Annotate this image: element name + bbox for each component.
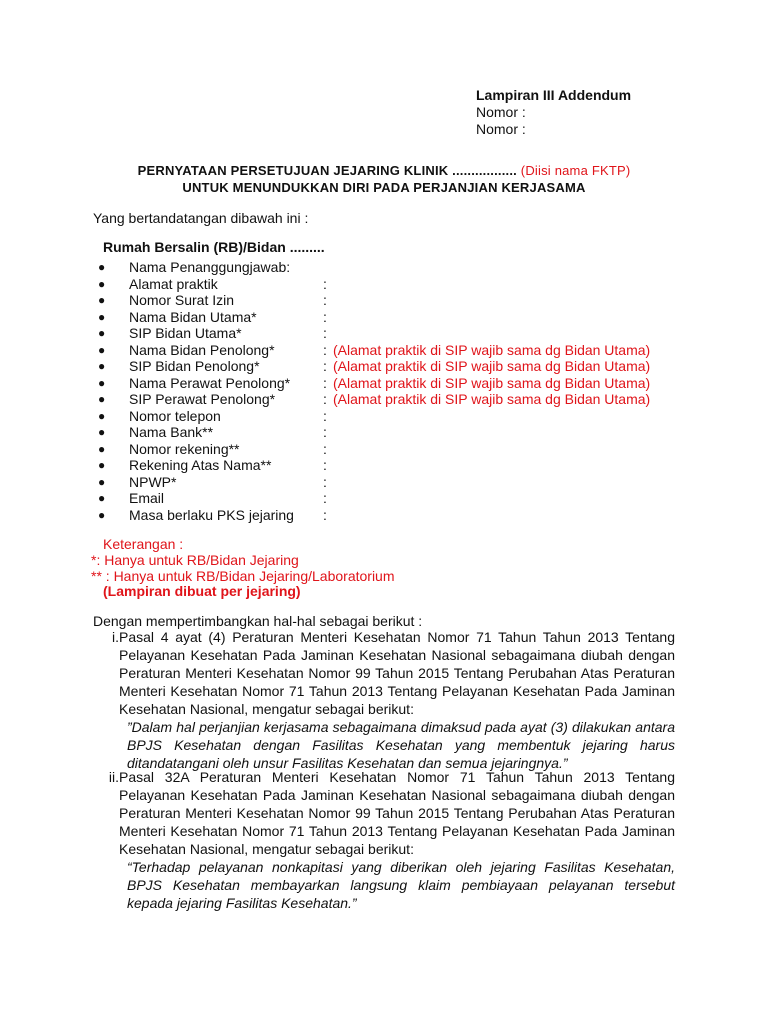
field-label: Masa berlaku PKS jejaring (129, 506, 294, 523)
bullet-icon: ● (98, 507, 106, 522)
keterangan-single-star: *: Hanya untuk RB/Bidan Jejaring (91, 552, 299, 568)
field-label: Alamat praktik (129, 275, 218, 292)
bullet-icon: ● (98, 293, 106, 307)
bullet-icon: ● (98, 342, 106, 357)
field-colon: : (323, 391, 327, 407)
pasal-number: ii. (108, 769, 119, 785)
field-label: Nomor rekening** (129, 440, 240, 457)
pasal-body: Pasal 4 ayat (4) Peraturan Menteri Kesehatan Nomor 71 Tahun Tahun 2013 Tentang Pelayanan Kesehatan Pada Jaminan Kesehatan Nasional sebagaimana diubah dengan Peraturan Menteri Kesehatan Nomor 99 Tahun 2015 Tentang Perubahan Atas Peraturan Menteri Kesehatan Nomor 71 Tahun 2013 Tentang Pelayanan Kesehatan Pada Jaminan Kesehatan Nasional, mengatur sebagai berikut: (119, 629, 675, 717)
field-note: (Alamat praktik di SIP wajib sama dg Bidan Utama) (333, 358, 651, 374)
field-colon: : (323, 374, 327, 391)
rb-heading: Rumah Bersalin (RB)/Bidan ......... (103, 239, 325, 255)
field-label: Email (129, 490, 165, 506)
field-colon: : (323, 325, 327, 341)
field-label: SIP Bidan Penolong* (129, 358, 260, 374)
field-label: NPWP* (129, 473, 177, 490)
keterangan-note: (Lampiran dibuat per jejaring) (103, 583, 301, 599)
document-title-line-2: UNTUK MENUNDUKKAN DIRI PADA PERJANJIAN KERJASAMA (182, 180, 586, 195)
pasal-item (93, 768, 675, 912)
field-colon: : (323, 506, 327, 523)
bullet-icon: ● (98, 375, 106, 390)
nomor-line-2: Nomor : (476, 121, 526, 137)
field-label: Nama Perawat Penolong* (129, 374, 291, 391)
field-colon: : (323, 457, 327, 473)
attachment-header (476, 87, 631, 138)
field-colon: : (323, 341, 327, 358)
pasal-quote: “Terhadap pelayanan nonkapitasi yang diberikan oleh jejaring Fasilitas Kesehatan, BPJS Kesehatan membayarkan langsung klaim pembiayaan pelayanan tersebut kepada jejaring Fasilitas Kesehatan.” (127, 859, 675, 911)
bullet-icon: ● (98, 260, 106, 274)
bullet-icon: ● (98, 474, 106, 489)
nomor-line-1: Nomor : (476, 104, 526, 120)
field-label: Rekening Atas Nama** (129, 457, 272, 473)
field-colon: : (323, 358, 327, 374)
bullet-icon: ● (98, 491, 106, 505)
document-title-note: (Diisi nama FKTP) (520, 163, 631, 178)
keterangan-double-star: ** : Hanya untuk RB/Bidan Jejaring/Laboratorium (91, 568, 395, 584)
field-label: SIP Perawat Penolong* (129, 391, 276, 407)
pasal-body: Pasal 32A Peraturan Menteri Kesehatan Nomor 71 Tahun Tahun 2013 Tentang Pelayanan Kesehatan Pada Jaminan Kesehatan Nasional sebagaimana diubah dengan Peraturan Menteri Kesehatan Nomor 99 Tahun 2015 Tentang Perubahan Atas Peraturan Menteri Kesehatan Nomor 71 Tahun 2013 Tentang Pelayanan Kesehatan Pada Jaminan Kesehatan Nasional, mengatur sebagai berikut: (119, 769, 675, 857)
bullet-icon: ● (98, 441, 106, 456)
field-colon: : (323, 440, 327, 457)
attachment-title: Lampiran III Addendum (476, 87, 632, 103)
document-title-line-1 (0, 163, 768, 178)
field-label: Nomor Surat Izin (129, 292, 235, 308)
bullet-icon: ● (98, 276, 106, 291)
field-colon: : (323, 308, 327, 325)
bullet-icon: ● (98, 392, 106, 406)
bullet-icon: ● (98, 425, 106, 439)
field-note: (Alamat praktik di SIP wajib sama dg Bidan Utama) (333, 391, 651, 407)
bullet-icon: ● (98, 458, 106, 472)
intro-text: Yang bertandatangan dibawah ini : (93, 210, 309, 226)
field-colon: : (323, 275, 327, 292)
bullet-icon: ● (98, 326, 106, 340)
field-colon: : (323, 407, 327, 424)
pasal-number: i. (112, 629, 119, 645)
field-label: Nama Bank** (129, 424, 214, 440)
field-colon: : (323, 292, 327, 308)
field-colon: : (323, 473, 327, 490)
field-label: Nama Bidan Penolong* (129, 341, 275, 358)
field-note: (Alamat praktik di SIP wajib sama dg Bidan Utama) (333, 341, 651, 358)
keterangan-heading: Keterangan : (103, 536, 184, 552)
field-colon: : (323, 490, 327, 506)
pasal-item (93, 628, 675, 772)
consideration-intro: Dengan mempertimbangkan hal-hal sebagai berikut : (93, 613, 423, 629)
pasal-quote: ”Dalam hal perjanjian kerjasama sebagaimana dimaksud pada ayat (3) dilakukan antara BPJS Kesehatan dengan Fasilitas Kesehatan yang membentuk jejaring harus ditandatangani oleh unsur Fasilitas Kesehatan dan semua jejaringnya.” (127, 719, 675, 771)
bullet-icon: ● (98, 309, 106, 324)
field-label: Nomor telepon (129, 407, 221, 424)
field-colon: : (323, 424, 327, 440)
field-label: SIP Bidan Utama* (129, 325, 242, 341)
document-title-main: PERNYATAAN PERSETUJUAN JEJARING KLINIK ................. (137, 163, 517, 178)
field-label: Nama Bidan Utama* (129, 308, 257, 325)
bullet-icon: ● (98, 359, 106, 373)
bullet-icon: ● (98, 408, 106, 423)
field-note: (Alamat praktik di SIP wajib sama dg Bidan Utama) (333, 374, 651, 391)
field-label: Nama Penanggungjawab: (129, 259, 291, 275)
